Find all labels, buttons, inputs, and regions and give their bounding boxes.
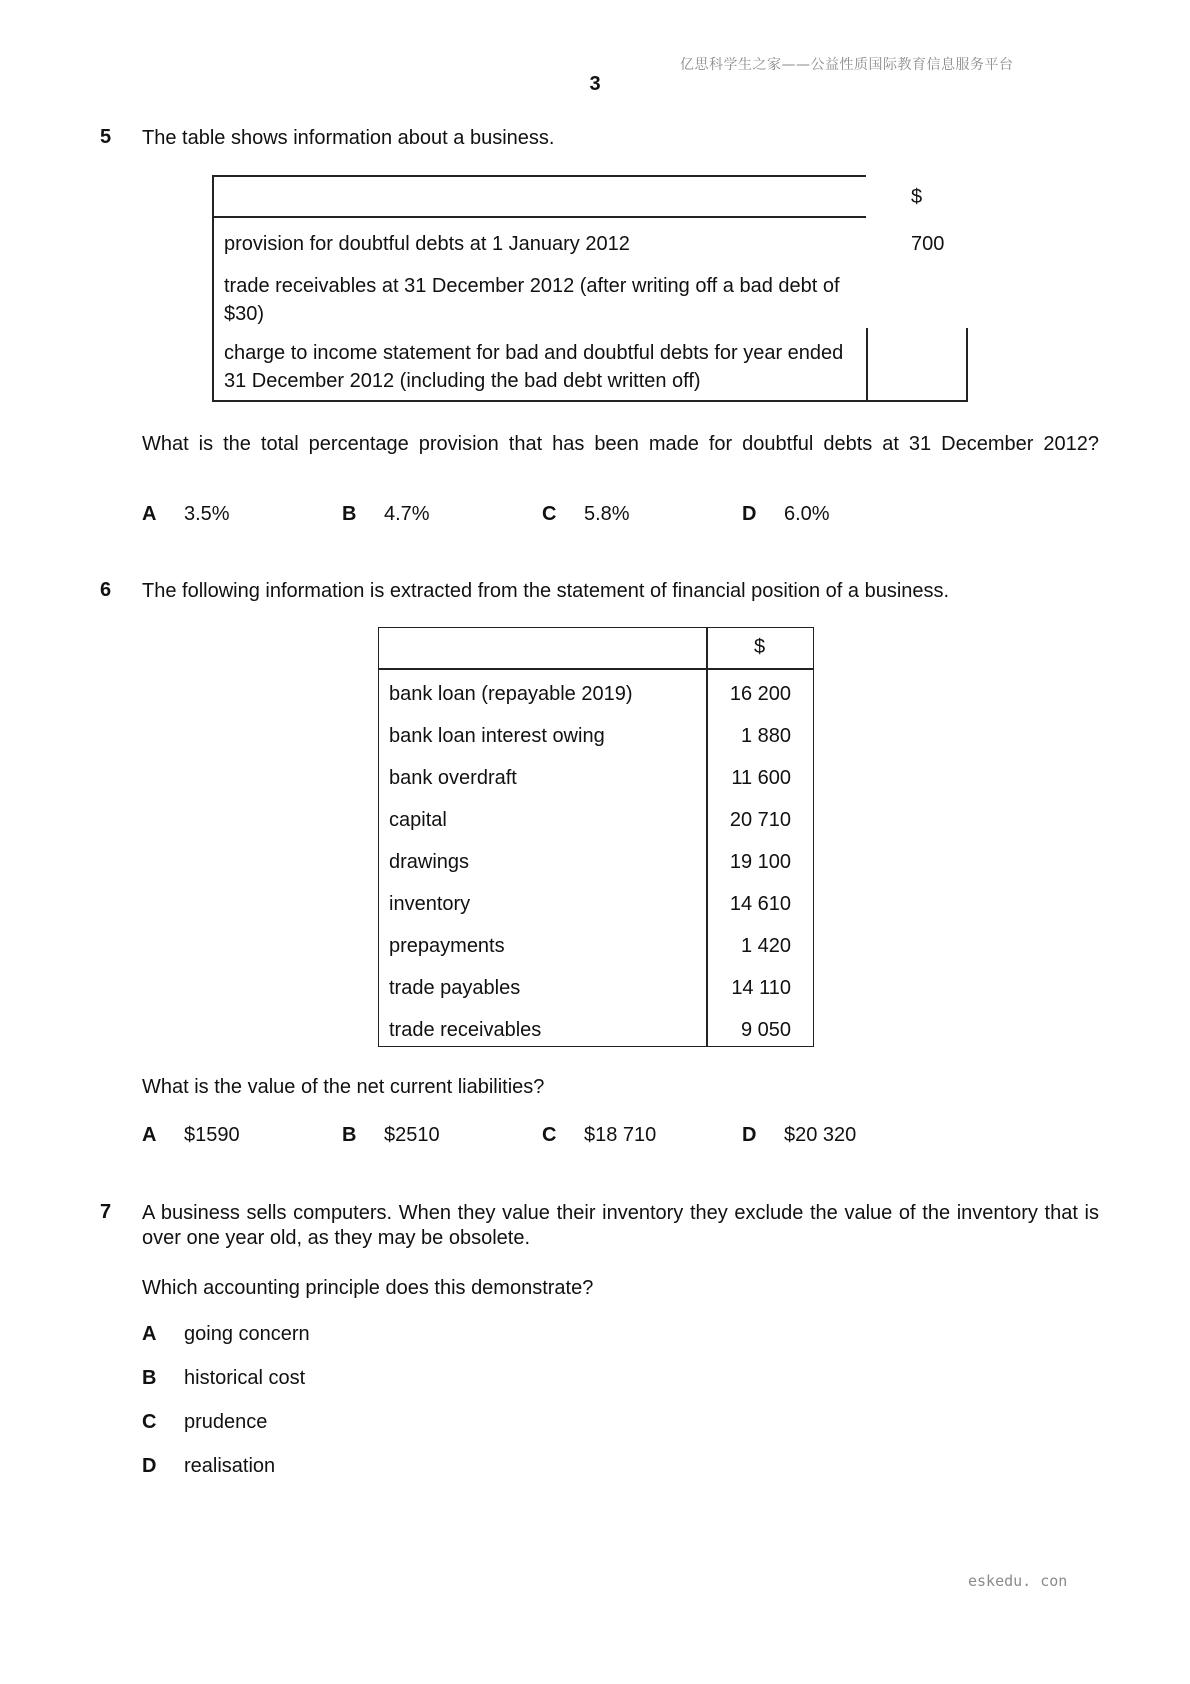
q6-row-value: 11 600 [731,767,791,789]
table-row [379,801,813,843]
question-7-stem: A business sells computers. When they value their inventory they exclude the value of the inventory that is over one year old, as they may be obsolete. [142,1202,1099,1249]
q5-option-c-letter[interactable]: C [542,503,557,525]
table-row [379,759,813,801]
q7-option-d-text: realisation [184,1455,276,1477]
question-5-stem: The table shows information about a business. [142,127,555,149]
q6-row-label: drawings [389,851,470,873]
q6-option-a-text[interactable]: $1590 [184,1124,240,1146]
q6-option-a-letter[interactable]: A [142,1124,157,1146]
q5-currency-header: $ [911,186,923,208]
q5-option-d-text[interactable]: 6.0% [784,503,830,525]
q5-options [0,503,1190,531]
q5-option-c-text[interactable]: 5.8% [584,503,630,525]
q6-row-value: 9 050 [740,1019,791,1041]
q5-option-b-text[interactable]: 4.7% [384,503,430,525]
q5-option-a-letter[interactable]: A [142,503,157,525]
q6-option-b-text[interactable]: $2510 [384,1124,440,1146]
table-row [379,969,813,1011]
question-6-stem: The following information is extracted from the statement of financial position of a business. [142,580,950,602]
q5-option-d-letter[interactable]: D [742,503,757,525]
q7-option-c-text: prudence [184,1411,268,1433]
question-number-5: 5 [100,126,112,148]
q5-row-1-label: provision for doubtful debts at 1 January 2012 [224,233,630,255]
q6-row-label: bank loan interest owing [389,725,605,747]
table-row [379,1011,813,1053]
question-number-7: 7 [100,1201,112,1223]
table-row [379,885,813,927]
q6-row-value: 19 100 [729,851,791,873]
question-7-text: Which accounting principle does this demonstrate? [142,1277,594,1299]
q6-options [0,1124,1190,1152]
q5-row-1-value: 700 [911,233,945,255]
q6-row-value: 1 420 [740,935,791,957]
q5-option-b-letter[interactable]: B [342,503,357,525]
q6-row-label: trade receivables [389,1019,542,1041]
q6-row-value: 16 200 [729,683,791,705]
q5-row-2-label: trade receivables at 31 December 2012 (after writing off a bad debt of $30) [224,275,840,325]
q5-row-3-label: charge to income statement for bad and doubtful debts for year ended 31 December 2012 (including the bad debt written off) [224,342,844,392]
q6-row-label: trade payables [389,977,521,999]
footer-site-text: eskedu. con [968,1572,1068,1590]
page-number: 3 [589,73,601,95]
q7-option-c-letter: C [142,1411,157,1433]
table-row [379,717,813,759]
q6-table [378,627,814,1047]
q6-row-label: inventory [389,893,471,915]
q7-option-b-letter: B [142,1367,157,1389]
q6-option-d-letter[interactable]: D [742,1124,757,1146]
watermark-text: 亿思科学生之家——公益性质国际教育信息服务平台 [680,57,1014,73]
q5-table [212,175,967,402]
q7-option-a-text: going concern [184,1323,310,1345]
q6-currency-header: $ [753,636,766,658]
q6-row-value: 20 710 [729,809,791,831]
q6-option-c-text[interactable]: $18 710 [584,1124,657,1146]
q7-option-b-text: historical cost [184,1367,306,1389]
q7-option-d-letter: D [142,1455,157,1477]
q6-row-value: 1 880 [740,725,791,747]
q6-row-label: bank overdraft [389,767,517,789]
question-5-text: What is the total percentage provision that has been made for doubtful debts at 31 December 2012? [142,433,1099,455]
q6-row-value: 14 110 [731,977,791,999]
q7-option-a-letter: A [142,1323,157,1345]
q6-row-value: 14 610 [729,893,791,915]
table-row [379,843,813,885]
q6-row-label: prepayments [389,935,505,957]
q6-option-d-text[interactable]: $20 320 [784,1124,857,1146]
question-6-text: What is the value of the net current liabilities? [142,1076,545,1098]
question-number-6: 6 [100,579,112,601]
q6-option-b-letter[interactable]: B [342,1124,357,1146]
table-row [379,675,813,717]
q6-option-c-letter[interactable]: C [542,1124,557,1146]
q5-option-a-text[interactable]: 3.5% [184,503,230,525]
table-row [379,927,813,969]
q6-row-label: capital [389,809,447,831]
q6-row-label: bank loan (repayable 2019) [389,683,633,705]
